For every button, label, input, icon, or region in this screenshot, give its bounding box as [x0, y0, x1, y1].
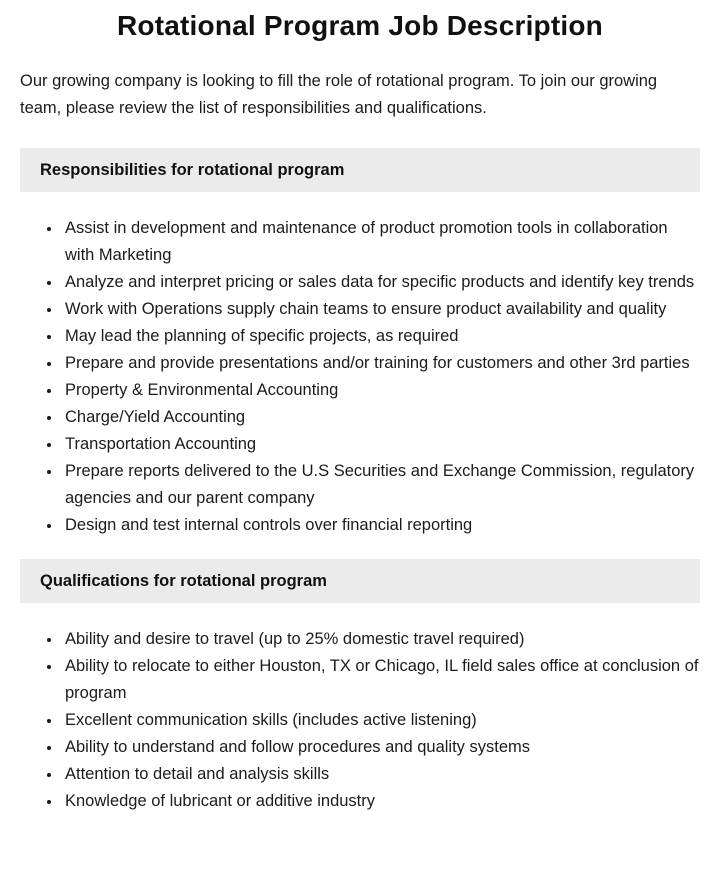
list-item: • Ability to relocate to either Houston, TX or Chicago, IL field sales office at conclusion of program [62, 653, 700, 707]
page-title: Rotational Program Job Description [117, 10, 603, 41]
qualifications-section-bar [20, 559, 700, 603]
list-item: • Assist in development and maintenance of product promotion tools in collaboration with Marketing [62, 215, 700, 269]
list-item: • Prepare and provide presentations and/or training for customers and other 3rd parties [62, 350, 700, 377]
responsibilities-list [20, 215, 700, 539]
list-item: • Knowledge of lubricant or additive industry [62, 788, 700, 815]
list-item: • Charge/Yield Accounting [62, 404, 700, 431]
list-item: • Excellent communication skills (includes active listening) [62, 707, 700, 734]
intro-text: Our growing company is looking to fill the role of rotational program. To join our growing team, please review the list of responsibilities and qualifications. [20, 72, 658, 117]
list-item: • Ability and desire to travel (up to 25% domestic travel required) [62, 626, 700, 653]
responsibilities-section-heading: Responsibilities for rotational program [40, 160, 345, 179]
list-item: • May lead the planning of specific projects, as required [62, 323, 700, 350]
list-item: • Prepare reports delivered to the U.S Securities and Exchange Commission, regulatory agencies and our parent company [62, 458, 700, 512]
responsibilities-section-bar [20, 148, 700, 192]
list-item: • Attention to detail and analysis skills [62, 761, 700, 788]
list-item: • Ability to understand and follow procedures and quality systems [62, 734, 700, 761]
qualifications-section-heading: Qualifications for rotational program [40, 571, 327, 590]
qualifications-list [20, 626, 700, 815]
list-item: • Design and test internal controls over financial reporting [62, 512, 700, 539]
list-item: • Property & Environmental Accounting [62, 377, 700, 404]
list-item: • Analyze and interpret pricing or sales data for specific products and identify key trends [62, 269, 700, 296]
list-item: • Work with Operations supply chain teams to ensure product availability and quality [62, 296, 700, 323]
list-item: • Transportation Accounting [62, 431, 700, 458]
